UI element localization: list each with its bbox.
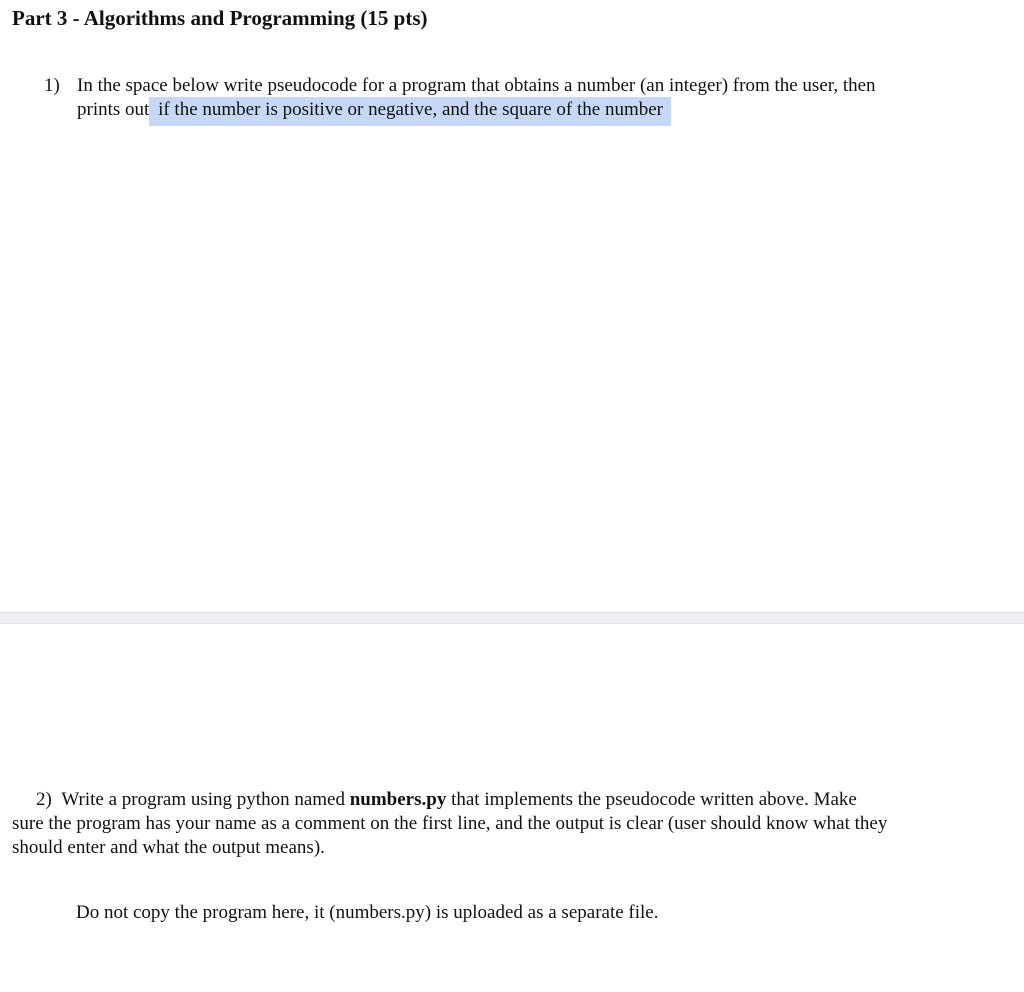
question-2 (12, 788, 972, 860)
section-heading: Part 3 - Algorithms and Programming (15 pts) (12, 6, 428, 30)
question-1-line-1: In the space below write pseudocode for a program that obtains a number (an integer) from the user, then (77, 75, 876, 96)
page-break (0, 612, 1024, 624)
question-1-line-2-start: prints out (77, 99, 150, 120)
question-2-line-1-a: Write a program using python named (61, 789, 350, 810)
question-1-text[interactable] (77, 74, 937, 122)
upload-note: Do not copy the program here, it (numbers.py) is uploaded as a separate file. (76, 902, 659, 923)
question-2-line-3: should enter and what the output means). (12, 837, 325, 858)
question-2-line-2: sure the program has your name as a comment on the first line, and the output is clear (user should know what they (12, 813, 888, 834)
question-1-line-2 (77, 98, 937, 122)
question-1-number: 1) (44, 75, 60, 96)
question-2-line-1-b: that implements the pseudocode written above. Make (446, 789, 857, 810)
question-2-number: 2) (36, 789, 52, 810)
selected-text-highlight[interactable]: if the number is positive or negative, and the square of the number (149, 97, 671, 126)
question-2-line-1 (12, 788, 972, 812)
question-2-filename: numbers.py (349, 789, 447, 810)
